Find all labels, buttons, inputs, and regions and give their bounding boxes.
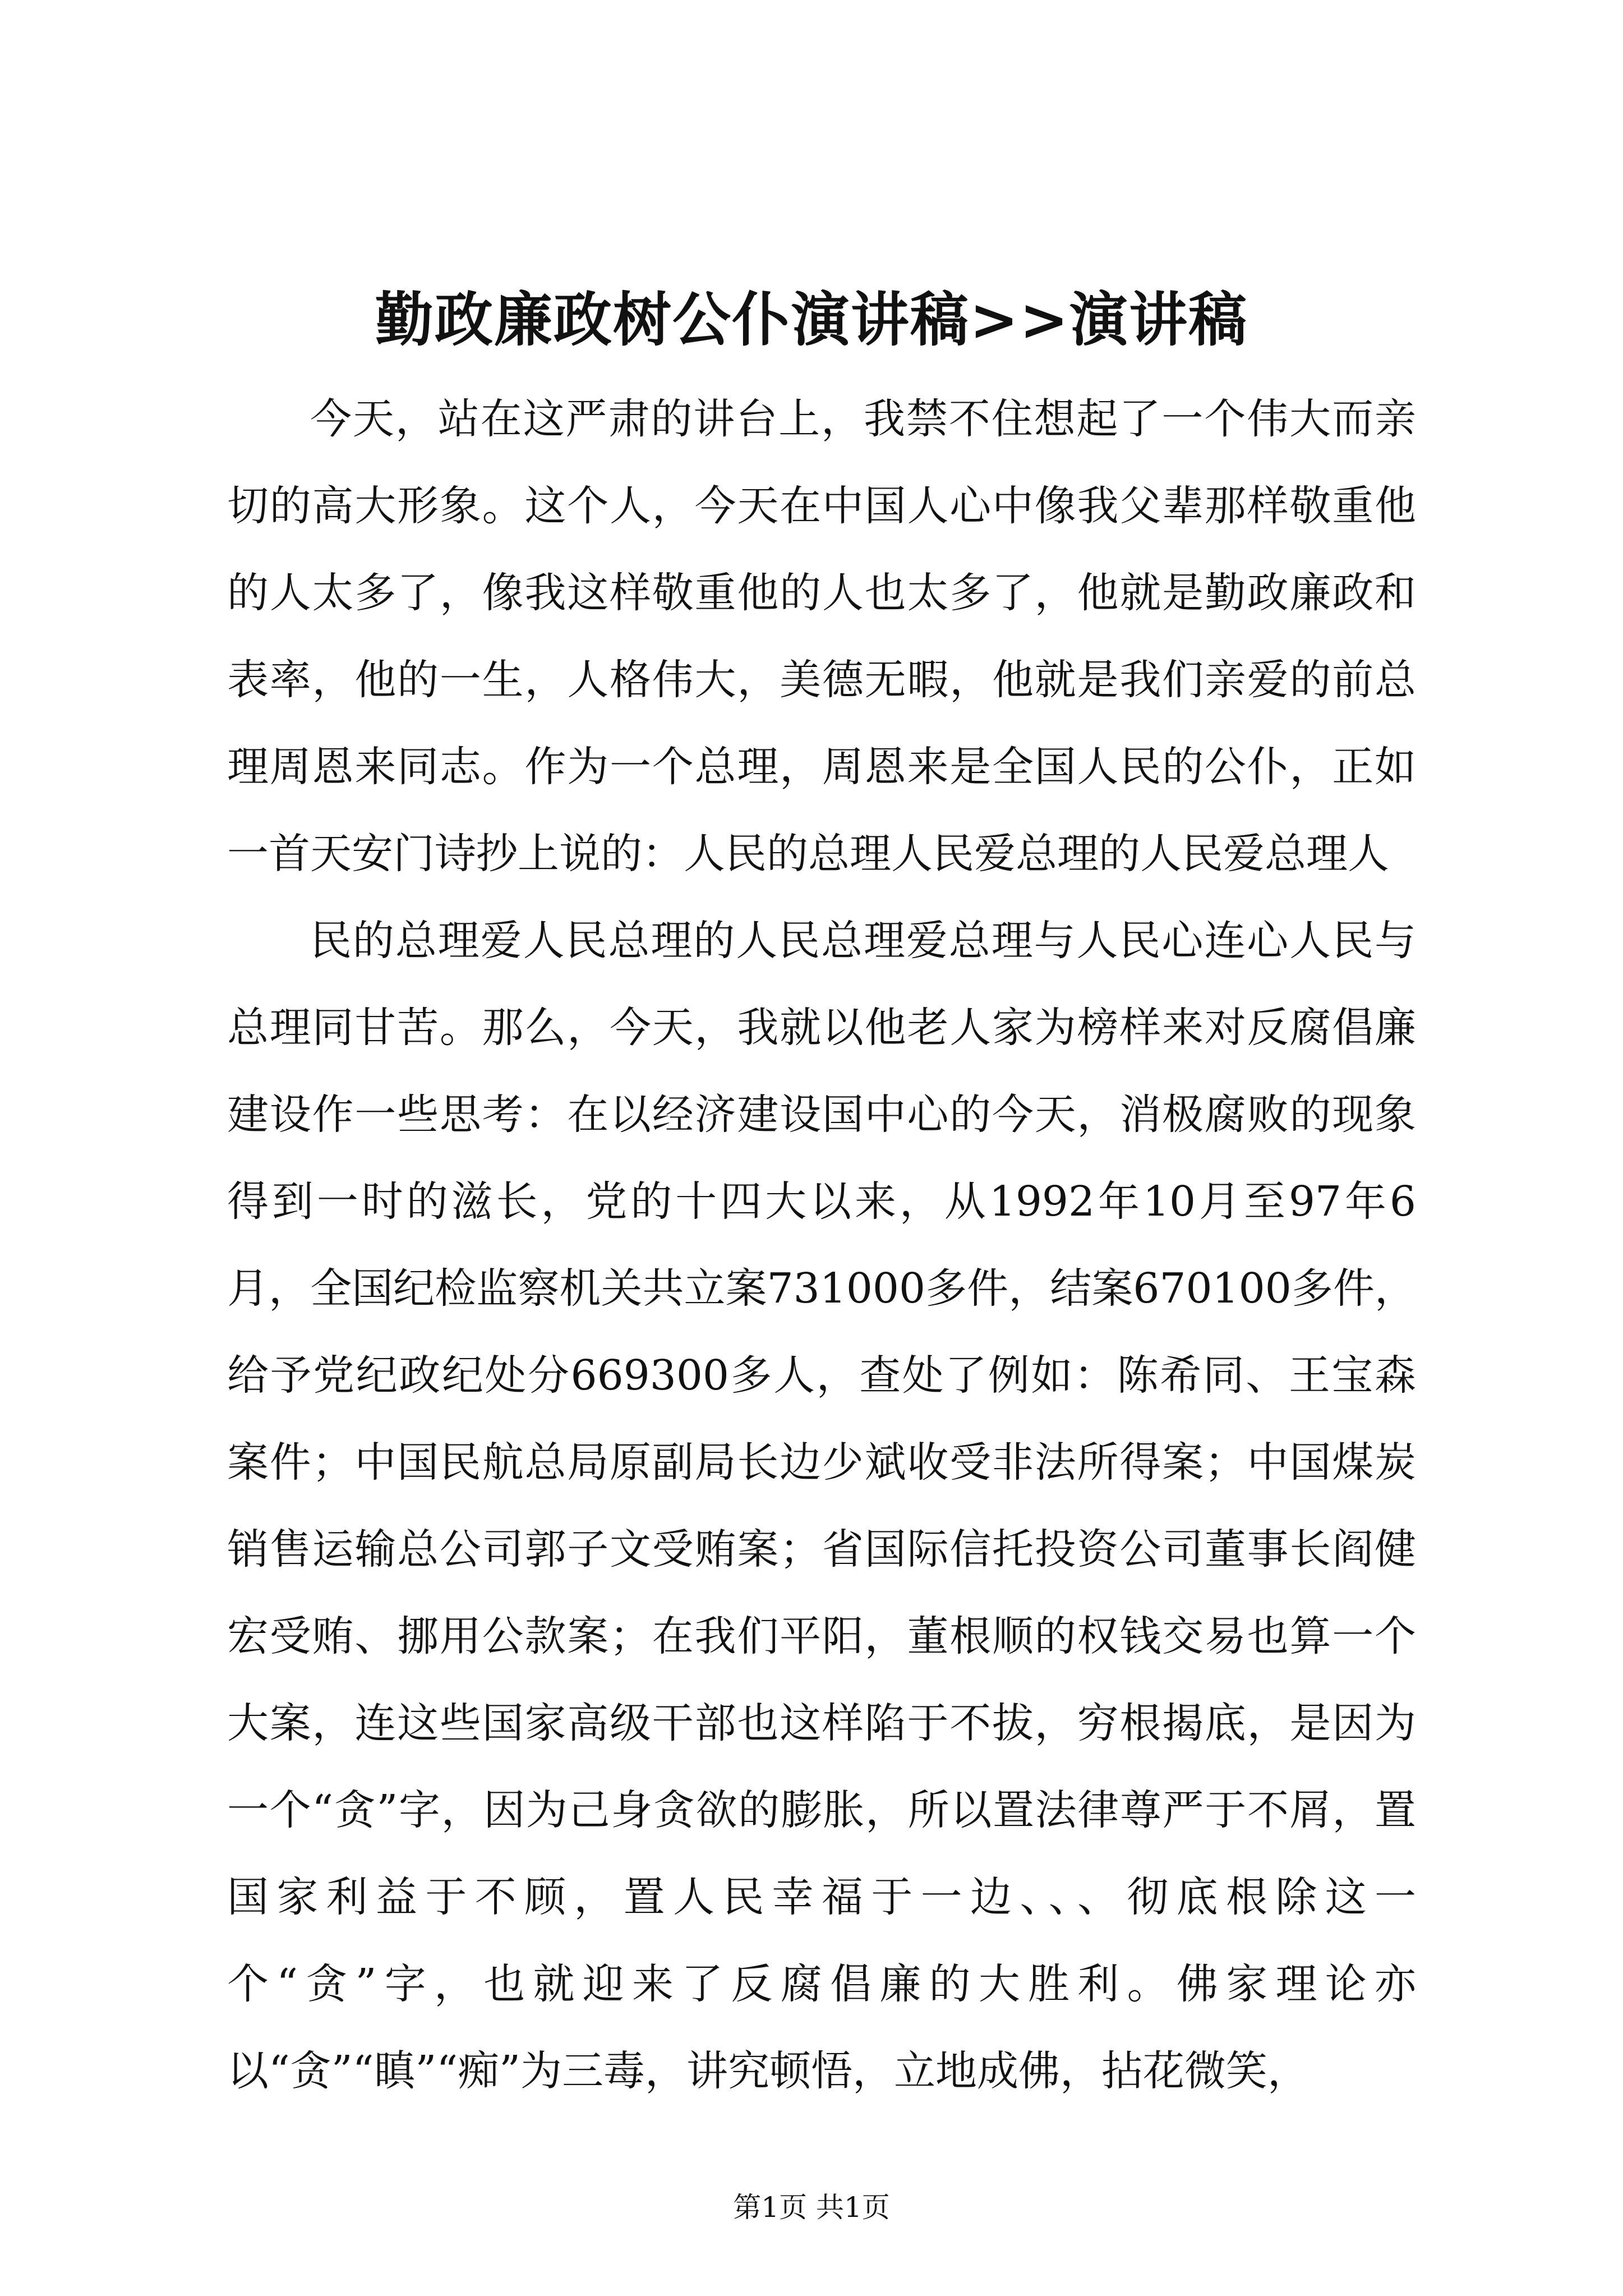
page-footer: 第1页 共1页 [733, 2191, 890, 2224]
paragraph-2: 民的总理爱人民总理的人民总理爱总理与人民心连心人民与总理同甘苦。那么，今天，我就以他老人家为榜样来对反腐倡廉建设作一些思考：在以经济建设国中心的今天，消极腐败的现象得到一时的滋长，党的十四大以来，从1992年10月至97年6月，全国纪检监察机关共立案731000多件，结案670100多件，给予党纪政纪处分669300多人，查处了例如：陈希同、王宝森案件；中国民航总局原副局长边少斌收受非法所得案；中国煤炭销售运输总公司郭子文受贿案；省国际信托投资公司董事长阎健宏受贿、挪用公款案；在我们平阳，董根顺的权钱交易也算一个大案，连这些国家高级干部也这样陷于不拔，穷根揭底，是因为一个“贪”字，因为己身贪欲的膨胀，所以置法律尊严于不屑，置国家利益于不顾，置人民幸福于一边、、、彻底根除这一个“贪”字，也就迎来了反腐倡廉的大胜利。佛家理论亦以“贪”“瞋”“痴”为三毒，讲究顿悟，立地成佛，拈花微笑， [227, 917, 1416, 2095]
document-title: 勤政廉政树公仆演讲稿>>演讲稿 [375, 285, 1248, 354]
document-body [227, 376, 1416, 2115]
paragraph-1: 今天，站在这严肃的讲台上，我禁不住想起了一个伟大而亲切的高大形象。这个人，今天在中国人心中像我父辈那样敬重他的人太多了，像我这样敬重他的人也太多了，他就是勤政廉政和表率，他的一生，人格伟大，美德无暇，他就是我们亲爱的前总理周恩来同志。作为一个总理，周恩来是全国人民的公仆，正如一首天安门诗抄上说的：人民的总理人民爱总理的人民爱总理人 [227, 395, 1416, 878]
